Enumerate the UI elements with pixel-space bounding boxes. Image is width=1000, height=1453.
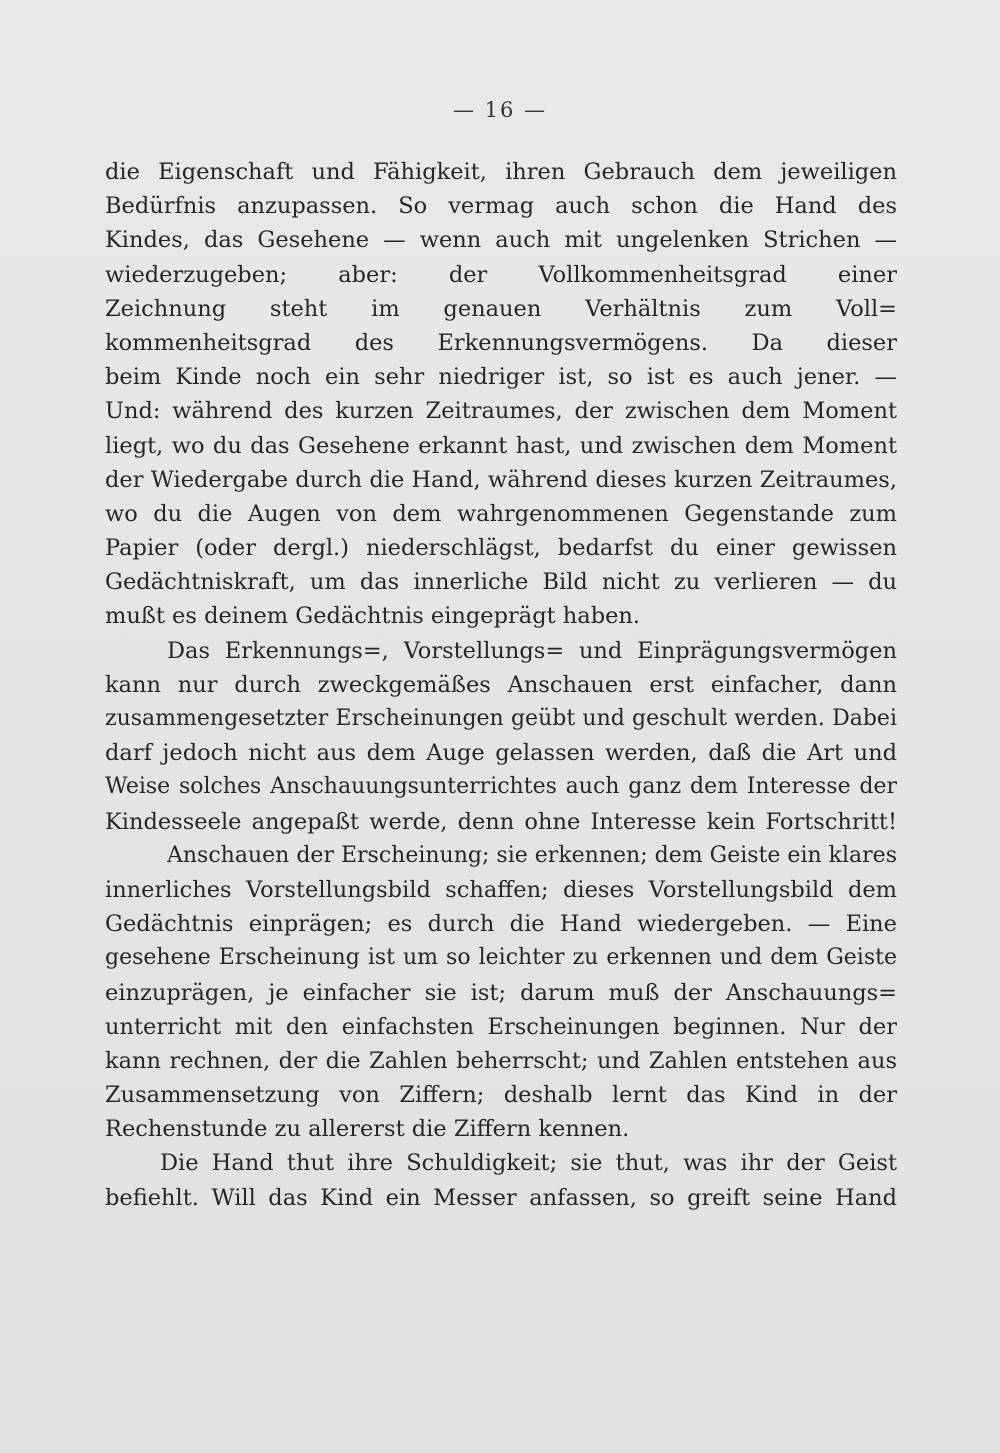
text-line: Weise solches Anschauungsunterrichtes auch ganz dem Interesse der xyxy=(105,774,897,800)
text-line: darf jedoch nicht aus dem Auge gelassen werden, daß die Art und xyxy=(105,740,897,767)
text-line: Die Hand thut ihre Schuldigkeit; sie thut, was ihr der Geist xyxy=(160,1150,897,1177)
text-line: wo du die Augen von dem wahrgenommenen Gegenstande zum xyxy=(105,500,897,527)
text-line: Gedächtniskraft, um das innerliche Bild nicht zu verlieren — du xyxy=(105,569,897,596)
text-line: innerliches Vorstellungsbild schaffen; dieses Vorstellungsbild dem xyxy=(105,876,897,903)
text-line: Zeichnung steht im genauen Verhältnis zum Voll= xyxy=(105,295,897,322)
text-line: mußt es deinem Gedächtnis eingeprägt haben. xyxy=(105,603,641,630)
text-line: liegt, wo du das Gesehene erkannt hast, und zwischen dem Moment xyxy=(105,432,897,459)
text-line: Und: während des kurzen Zeitraumes, der zwischen dem Moment xyxy=(105,398,897,425)
text-line: Gedächtnis einprägen; es durch die Hand wiedergeben. — Eine xyxy=(105,911,897,938)
text-line: Anschauen der Erscheinung; sie erkennen; dem Geiste ein klares xyxy=(167,842,897,868)
text-line: Papier (oder dergl.) niederschlägst, bedarfst du einer gewissen xyxy=(105,535,897,562)
text-line: der Wiedergabe durch die Hand, während dieses kurzen Zeitraumes, xyxy=(105,466,897,493)
text-line: zusammengesetzter Erscheinungen geübt und geschult werden. Dabei xyxy=(105,706,897,731)
text-line: kann nur durch zweckgemäßes Anschauen erst einfacher, dann xyxy=(105,671,897,698)
text-line: befiehlt. Will das Kind ein Messer anfassen, so greift seine Hand xyxy=(105,1184,897,1211)
text-line: kann rechnen, der die Zahlen beherrscht; und Zahlen entstehen aus xyxy=(105,1047,897,1074)
text-line: kommenheitsgrad des Erkennungsvermögens. Da dieser xyxy=(105,329,897,356)
text-line: unterricht mit den einfachsten Erscheinungen beginnen. Nur der xyxy=(105,1013,897,1040)
text-line: Kindes, das Gesehene — wenn auch mit ungelenken Strichen — xyxy=(105,227,897,254)
page-number: — 16 — xyxy=(452,98,548,122)
body-text xyxy=(105,155,897,1215)
text-line: gesehene Erscheinung ist um so leichter zu erkennen und dem Geiste xyxy=(105,945,897,971)
text-line: Rechenstunde zu allererst die Ziffern kennen. xyxy=(105,1116,630,1143)
text-line: Zusammensetzung von Ziffern; deshalb lernt das Kind in der xyxy=(105,1082,897,1109)
text-line: die Eigenschaft und Fähigkeit, ihren Gebrauch dem jeweiligen xyxy=(105,159,897,185)
text-line: Kindesseele angepaßt werde, denn ohne Interesse kein Fortschritt! xyxy=(105,808,897,835)
text-line: beim Kinde noch ein sehr niedriger ist, so ist es auch jener. — xyxy=(105,364,897,391)
text-line: Das Erkennungs=, Vorstellungs= und Einprägungsvermögen xyxy=(167,637,897,664)
text-line: wiederzugeben; aber: der Vollkommenheitsgrad einer xyxy=(105,261,897,288)
text-line: Bedürfnis anzupassen. So vermag auch schon die Hand des xyxy=(105,193,897,220)
text-line: einzuprägen, je einfacher sie ist; darum muß der Anschauungs= xyxy=(105,979,897,1006)
